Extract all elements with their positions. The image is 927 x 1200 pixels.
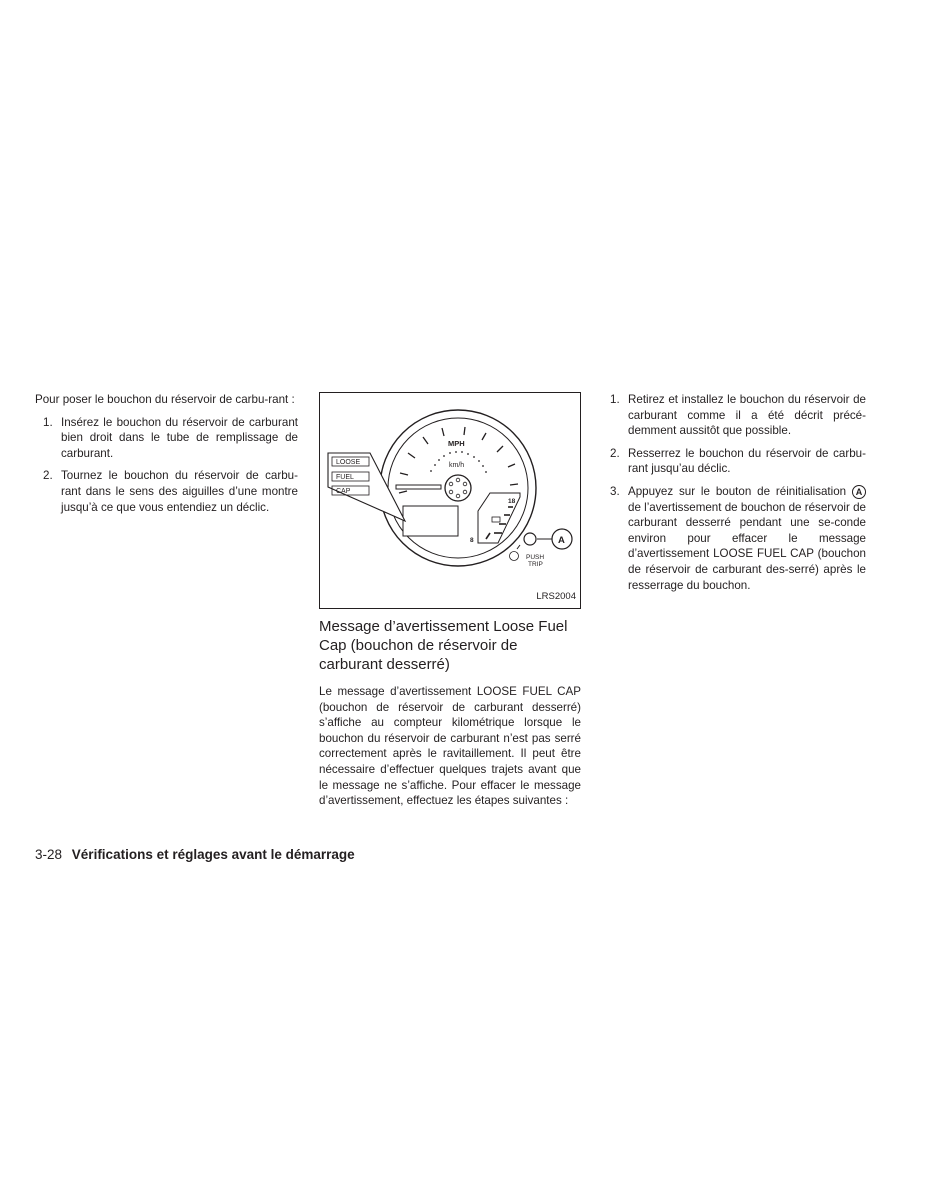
instrument-cluster-figure [319, 392, 581, 609]
reset-steps [610, 392, 866, 593]
speedometer-illustration [320, 393, 580, 608]
cap-label: CAP [336, 488, 351, 495]
middle-column [319, 392, 581, 809]
loose-label: LOOSE [336, 459, 361, 466]
trip-label: TRIP [528, 561, 543, 568]
list-item [610, 392, 866, 439]
step-number: 1. [610, 393, 620, 406]
step-text: Resserrez le bouchon du réservoir de carbu-rant jusqu’au déclic. [628, 446, 866, 476]
install-steps [35, 415, 298, 516]
list-item [610, 446, 866, 477]
section-body: Le message d’avertissement LOOSE FUEL CAP (bouchon de réservoir de carburant desserré) s’affiche au compteur kilométrique lorsque le bouchon du réservoir de carburant n’est pas serré correctement après le ravitaillement. Il peut être nécessaire d’effectuer quelques trajets avant que le message ne s’affiche. Pour effacer le message d’avertissement, effectuez les étapes suivantes : [319, 685, 581, 808]
gauge-high-label: 18 [508, 498, 516, 505]
push-label: PUSH [526, 554, 545, 561]
trip-hand-icon [510, 552, 519, 561]
step-text-after: de l’avertissement de bouchon de réservoir de carburant desserré pendant une se-conde environ pour effacer le message d’avertissement LOOSE FUEL CAP (bouchon de réservoir de carburant des-serré) après le resserrage du bouchon. [628, 500, 866, 592]
fuel-label: FUEL [336, 474, 354, 481]
callout-a-label: A [558, 535, 565, 546]
figure-caption: LRS2004 [536, 591, 576, 603]
mph-label: MPH [448, 439, 465, 448]
list-item [35, 468, 298, 515]
step-text: Retirez et installez le bouchon du réservoir de carburant comme il a été décrit précé-demment aussitôt que possible. [628, 393, 866, 438]
left-column [35, 392, 298, 515]
trip-reset-button [524, 533, 536, 545]
callout-a-marker: A [852, 485, 866, 499]
gauge-low-label: 8 [470, 537, 474, 544]
section-heading: Message d’avertissement Loose Fuel Cap (bouchon de réservoir de carburant desserré) [319, 618, 568, 673]
list-item [35, 415, 298, 462]
step-text: Insérez le bouchon du réservoir de carburant bien droit dans le tube de remplissage de carburant. [61, 415, 298, 460]
list-item [610, 484, 866, 593]
step-number: 2. [43, 469, 53, 483]
step-number: 1. [43, 415, 53, 429]
step-text-before: Appuyez sur le bouton de réinitialisation [628, 484, 847, 498]
step-number: 3. [610, 484, 620, 498]
page-number: 3-28 [35, 847, 63, 862]
page-footer [35, 847, 355, 862]
install-intro: Pour poser le bouchon du réservoir de carbu-rant : [35, 393, 295, 406]
kmh-label: km/h [449, 462, 465, 469]
step-number: 2. [610, 446, 620, 460]
right-column [610, 392, 866, 593]
chapter-title: Vérifications et réglages avant le démarrage [71, 847, 355, 862]
step-text: Tournez le bouchon du réservoir de carbu-rant dans le sens des aiguilles d’une montre jusqu’à ce que vous entendiez un déclic. [61, 469, 298, 514]
